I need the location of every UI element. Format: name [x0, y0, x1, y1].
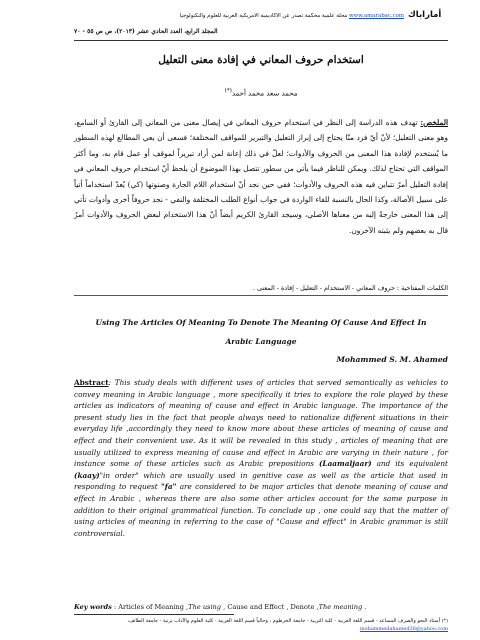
- arabic-abstract-label: الملخص:: [420, 118, 448, 127]
- keywords-text-1: : Articles of Meaning ,: [111, 603, 189, 611]
- volume-info: المجلد الرابع، العدد الحادي عشر (٢٠١٣)، ص ص ٥٥ - ٧٠: [74, 28, 218, 35]
- english-abstract-part2: and its equivalent: [371, 459, 448, 469]
- english-abstract-part4: are considered to be major articles that denote meaning of cause and effect in Arabic , whereas there are also some other articles account for the same purpose in addition to their original grammatical function. To conclude up , one could say that the matter of using articles of meaning in referring to the case of "Cause and effect" in Arabic grammar is still controversial.: [74, 482, 448, 538]
- journal-header-line: [74, 13, 404, 19]
- footnote-divider: [74, 614, 234, 615]
- term-laamaljaar: (Laamaljaar): [318, 459, 372, 469]
- section-divider: [74, 295, 448, 296]
- journal-description: مجلة علمية محكمة تصدر عن الأكاديمية الأمريكية العربية للعلوم والتكنولوجيا: [179, 13, 348, 19]
- keywords-text-2: The using: [188, 603, 222, 611]
- header-divider: [74, 40, 448, 41]
- english-abstract: [74, 377, 448, 539]
- arabic-abstract: [74, 115, 448, 238]
- english-abstract-part1: : This study deals with different uses of articles that served semantically as vehicles to convey meaning in Arabic language , more specifically it tries to explore the role played by these articles as indicators of meaning of cause and effect in Arabic language. The importance of the present study lies in the fact that people always need to rationalize different situations in their everyday life ,accordingly they need to know more about these articles of meaning of cause and effect and their convenient use. As it will be revealed in this study , articles of meaning that are usually utilized to express meaning of cause and effect in Arabic are varying in their nature , for instance some of these articles such as Arabic prepositions: [74, 378, 448, 469]
- journal-website-link[interactable]: www.amarabac.com: [348, 13, 404, 19]
- author-footnote: [74, 617, 448, 633]
- journal-brand: أماراباك: [408, 10, 442, 20]
- english-keywords-label: Key words: [74, 603, 112, 611]
- english-author: Mohammed S. M. Ahamed: [336, 355, 448, 364]
- english-title: [86, 313, 436, 351]
- term-kaay: (kaay): [74, 470, 100, 480]
- arabic-abstract-text: تهدف هذه الدراسة إلى النظر في استخدام حروف المعاني في إيصال معنى من المعاني إلى القارئ أو السامع، وهو معنى التعليل؛ لأنّ أيّ فرد منّا يحتاج إلى إبراز التعليل والتبرير للمواقف المختلفة؛ فسعى أن يعي المطالع لهذه السطور ما يُستخدم لإفادة هذا المعنى من الحروف والأدوات؛ لعلّ في ذلك إعانة لمن أراد تبريراً لموقف أو عمل قام به، وما أكثر المواقف التي تحتاج لذلك. ويمكن للناظر فيما يأتي من سطور تتصل بهذا الموضوع أن يلحظ أنّ استخدام حروف المعاني في إفادة التعليل أمرٌ تتباين فيه هذه الحروف والأدوات؛ ففي حين نجد أنّ استخدام اللام الجارة وصنوتها (كي) يُعدّ استخداماً أتياً على سبيل الأصالة، وكذا الحال بالنسبة للفاء الواردة في جواب أنواع الطلب المختلفة والنفي - نجد حروفاً أخرى وأدوات تأتي إلى هذا المعنى خارجةً إليه من معناها الأصلي، وسيجد القارئ الكريم أيضاً أنّ هذا الاستخدام لبعض الحروف والأدوات أمرٌ قال به بعضهم ولم يثبته الآخرون.: [74, 118, 448, 235]
- english-title-line1: Using The Articles Of Meaning To Denote The Meaning Of Cause And Effect In: [95, 318, 427, 327]
- english-abstract-label: Abstract: [74, 378, 109, 387]
- english-title-line2: Arabic Language: [225, 337, 297, 346]
- keywords-text-3: , Cause and Effect , Denote ,: [221, 603, 319, 611]
- keywords-text-4: The meaning: [318, 603, 363, 611]
- keywords-text-5: .: [362, 603, 367, 611]
- author-footnote-mark[interactable]: (*): [224, 88, 232, 94]
- arabic-title: استخدام حروف المعاني في إفادة معنى التعليل: [158, 54, 364, 66]
- footnote-email-link[interactable]: mohammedahamed36@yahoo.com: [359, 626, 448, 632]
- english-abstract-part3: "in order" which are usually used in genitive case as well as the article that used in responding to request: [74, 470, 448, 492]
- arabic-keywords: الكلمات المفتاحية : حروف المعاني - الاستخدام - التعليل - إفادة - المعنى .: [252, 284, 448, 292]
- english-keywords: [74, 603, 448, 611]
- term-fa: "fa": [160, 482, 177, 492]
- arabic-author-name: محمد سعد محمد أحمد: [231, 89, 298, 98]
- footnote-affiliation: (*) أستاذ النحو والصرف المساعد - قسم اللغة العربية - كلية التربية - جامعة الخرطوم ، وحالياً قسم اللغة العربية - كلية العلوم والآداب برنية - جامعة الطائف،: [127, 618, 448, 624]
- arabic-author: [74, 88, 448, 97]
